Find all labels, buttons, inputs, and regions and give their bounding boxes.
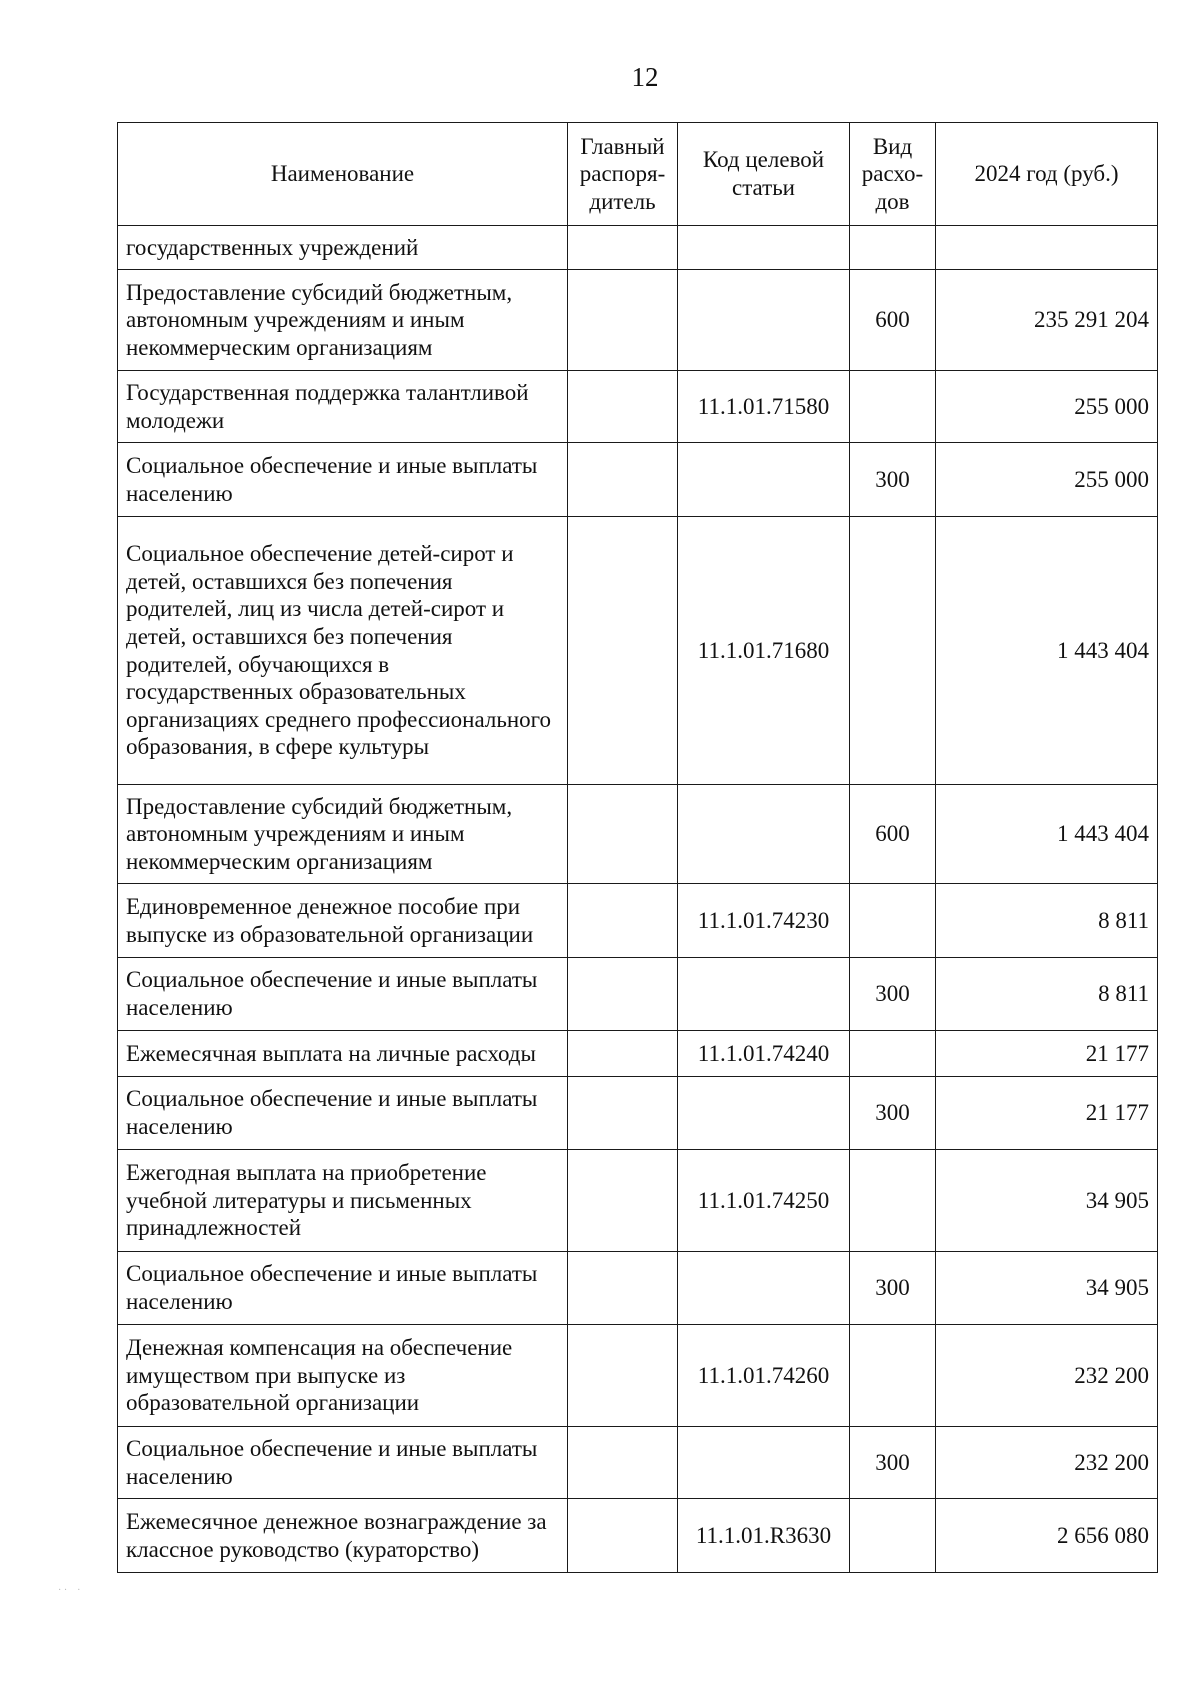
row-code: 11.1.01.74260 [678,1325,850,1427]
row-code: 11.1.01.74240 [678,1031,850,1077]
row-type [850,371,936,443]
table-row [118,517,1158,785]
table-row [118,785,1158,884]
table-row [118,1252,1158,1325]
row-code: 11.1.01.71680 [678,517,850,785]
row-amount: 1 443 404 [936,517,1158,785]
row-name: Ежегодная выплата на приобретение учебной литературы и письменных принадлежностей [118,1150,568,1252]
row-manager [568,1077,678,1150]
row-code [678,1427,850,1499]
budget-table [117,122,1158,1573]
row-name: Социальное обеспечение детей-сирот и детей, оставшихся без попечения родителей, лиц из числа детей-сирот и детей, оставшихся без попечения родителей, обучающихся в государственных образовательных организациях среднего профессионального образования, в сфере культуры [118,517,568,785]
row-code: 11.1.01.74250 [678,1150,850,1252]
row-manager [568,270,678,371]
table-row [118,443,1158,517]
row-name: Социальное обеспечение и иные выплаты населению [118,443,568,517]
header-type: Вид расхо-дов [850,123,936,226]
row-code: 11.1.01.74230 [678,884,850,958]
row-code [678,1077,850,1150]
row-type: 300 [850,1427,936,1499]
row-type [850,1150,936,1252]
row-manager [568,1252,678,1325]
row-type [850,226,936,270]
row-code [678,1252,850,1325]
row-code [678,443,850,517]
row-type [850,1325,936,1427]
table-row [118,1499,1158,1573]
scan-noise: · · · [58,1585,81,1596]
row-amount [936,226,1158,270]
row-code: 11.1.01.71580 [678,371,850,443]
table-row [118,1150,1158,1252]
row-amount: 232 200 [936,1325,1158,1427]
row-amount: 21 177 [936,1077,1158,1150]
row-amount: 8 811 [936,958,1158,1031]
row-code [678,785,850,884]
table-row [118,958,1158,1031]
row-name: Социальное обеспечение и иные выплаты населению [118,1252,568,1325]
row-name: Государственная поддержка талантливой молодежи [118,371,568,443]
row-amount: 2 656 080 [936,1499,1158,1573]
row-manager [568,226,678,270]
row-type [850,517,936,785]
table-row [118,1077,1158,1150]
row-name: государственных учреждений [118,226,568,270]
row-amount: 34 905 [936,1252,1158,1325]
row-amount: 1 443 404 [936,785,1158,884]
row-amount: 21 177 [936,1031,1158,1077]
row-name: Социальное обеспечение и иные выплаты населению [118,1427,568,1499]
table-row [118,270,1158,371]
header-row [118,123,1158,226]
row-type: 300 [850,1252,936,1325]
row-manager [568,958,678,1031]
row-code [678,270,850,371]
row-manager [568,884,678,958]
row-type [850,884,936,958]
header-code: Код целевой статьи [678,123,850,226]
row-amount: 232 200 [936,1427,1158,1499]
row-type: 600 [850,785,936,884]
table-row [118,1427,1158,1499]
row-manager [568,1150,678,1252]
row-name: Ежемесячная выплата на личные расходы [118,1031,568,1077]
row-manager [568,1499,678,1573]
page-number: 12 [631,62,659,92]
header-amount: 2024 год (руб.) [936,123,1158,226]
row-manager [568,1031,678,1077]
row-name: Ежемесячное денежное вознаграждение за классное руководство (кураторство) [118,1499,568,1573]
row-code: 11.1.01.R3630 [678,1499,850,1573]
row-amount: 255 000 [936,371,1158,443]
row-code [678,958,850,1031]
row-type [850,1031,936,1077]
row-manager [568,443,678,517]
row-type: 300 [850,1077,936,1150]
row-name: Социальное обеспечение и иные выплаты населению [118,958,568,1031]
row-manager [568,1427,678,1499]
row-manager [568,371,678,443]
row-amount: 235 291 204 [936,270,1158,371]
header-manager: Главный распоря-дитель [568,123,678,226]
row-name: Предоставление субсидий бюджетным, автономным учреждениям и иным некоммерческим организациям [118,785,568,884]
header-name: Наименование [118,123,568,226]
table-row [118,371,1158,443]
row-type [850,1499,936,1573]
row-amount: 255 000 [936,443,1158,517]
table-row [118,1325,1158,1427]
row-name: Социальное обеспечение и иные выплаты населению [118,1077,568,1150]
row-type: 600 [850,270,936,371]
row-type: 300 [850,958,936,1031]
table-row [118,1031,1158,1077]
table-row [118,226,1158,270]
table-row [118,884,1158,958]
row-manager [568,785,678,884]
row-amount: 34 905 [936,1150,1158,1252]
row-amount: 8 811 [936,884,1158,958]
row-name: Денежная компенсация на обеспечение имуществом при выпуске из образовательной организации [118,1325,568,1427]
row-code [678,226,850,270]
row-manager [568,517,678,785]
row-manager [568,1325,678,1427]
row-name: Единовременное денежное пособие при выпуске из образовательной организации [118,884,568,958]
row-name: Предоставление субсидий бюджетным, автономным учреждениям и иным некоммерческим организациям [118,270,568,371]
row-type: 300 [850,443,936,517]
